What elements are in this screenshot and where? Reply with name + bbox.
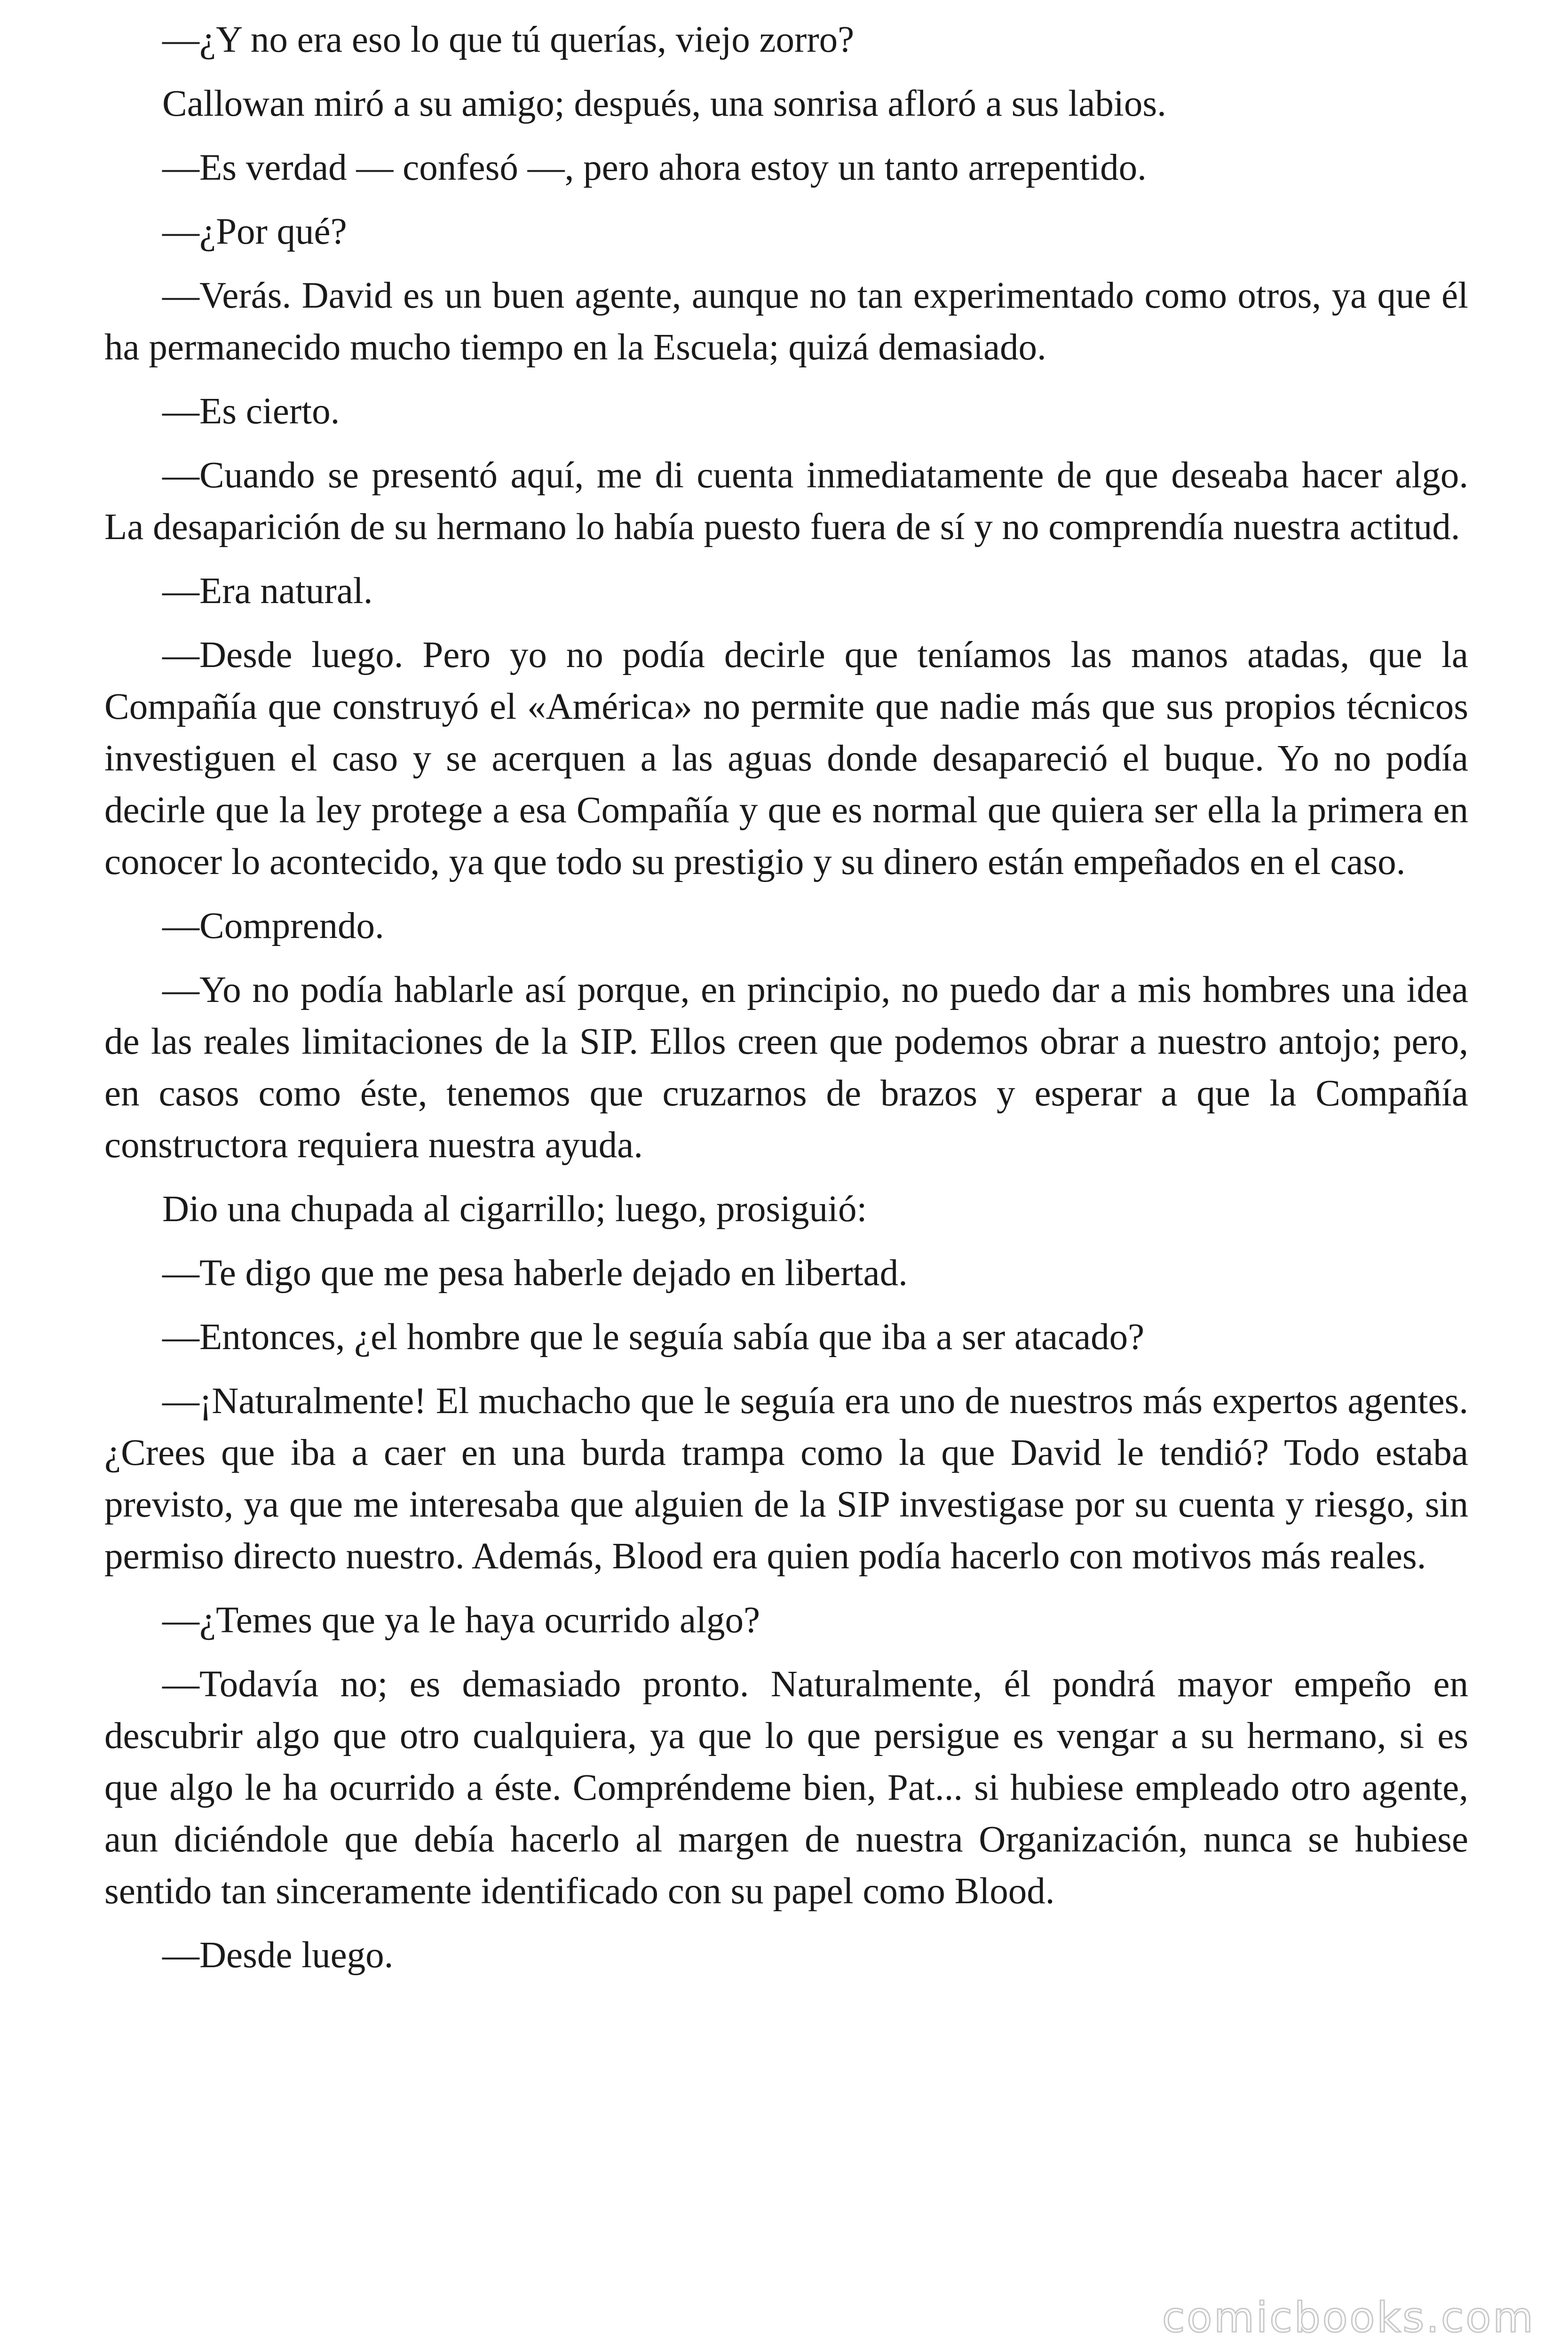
paragraph: —Verás. David es un buen agente, aunque no tan experimentado como otros, ya que él ha permanecido mucho tiempo en la Escuela; quizá demasiado. xyxy=(104,275,1468,368)
watermark-text: comicbooks.com xyxy=(1162,2293,1535,2342)
paragraph: —¿Y no era eso lo que tú querías, viejo zorro? xyxy=(162,19,855,60)
paragraph: —Comprendo. xyxy=(162,906,384,946)
paragraph: —¿Por qué? xyxy=(162,211,347,252)
paragraph: —Desde luego. Pero yo no podía decirle que teníamos las manos atadas, que la Compañía que construyó el «América» no permite que nadie más que sus propios técnicos investiguen el caso y se acerquen a las aguas donde desapareció el buque. Yo no podía decirle que la ley protege a esa Compañía y que es normal que quiera ser ella la primera en conocer lo acontecido, ya que todo su prestigio y su dinero están empeñados en el caso. xyxy=(104,635,1468,882)
paragraph: Callowan miró a su amigo; después, una sonrisa afloró a sus labios. xyxy=(162,83,1166,124)
paragraph: —Todavía no; es demasiado pronto. Naturalmente, él pondrá mayor empeño en descubrir algo que otro cualquiera, ya que lo que persigue es vengar a su hermano, si es que algo le ha ocurrido a éste. Compréndeme bien, Pat... si hubiese empleado otro agente, aun diciéndole que debía hacerlo al margen de nuestra Organización, nunca se hubiese sentido tan sinceramente identificado con su papel como Blood. xyxy=(104,1664,1468,1912)
paragraph: —Te digo que me pesa haberle dejado en libertad. xyxy=(162,1253,908,1294)
paragraph: Dio una chupada al cigarrillo; luego, prosiguió: xyxy=(162,1189,867,1230)
paragraph: —Es cierto. xyxy=(162,391,340,432)
paragraph: —Entonces, ¿el hombre que le seguía sabía que iba a ser atacado? xyxy=(162,1317,1145,1358)
paragraph: —Yo no podía hablarle así porque, en principio, no puedo dar a mis hombres una idea de las reales limitaciones de la SIP. Ellos creen que podemos obrar a nuestro antojo; pero, en casos como éste, tenemos que cruzarnos de brazos y esperar a que la Compañía constructora requiera nuestra ayuda. xyxy=(104,969,1468,1166)
paragraph: —¡Naturalmente! El muchacho que le seguía era uno de nuestros más expertos agentes. ¿Crees que iba a caer en una burda trampa como la que David le tendió? Todo estaba previsto, ya que me interesaba que alguien de la SIP investigase por su cuenta y riesgo, sin permiso directo nuestro. Además, Blood era quien podía hacerlo con motivos más reales. xyxy=(104,1381,1468,1577)
page-body xyxy=(104,14,1468,1994)
paragraph: —Es verdad — confesó —, pero ahora estoy un tanto arrepentido. xyxy=(162,147,1147,188)
paragraph: —Desde luego. xyxy=(162,1935,394,1976)
paragraph: —Era natural. xyxy=(162,571,373,612)
paragraph: —¿Temes que ya le haya ocurrido algo? xyxy=(162,1600,760,1641)
paragraph: —Cuando se presentó aquí, me di cuenta inmediatamente de que deseaba hacer algo. La desaparición de su hermano lo había puesto fuera de sí y no comprendía nuestra actitud. xyxy=(104,455,1468,548)
